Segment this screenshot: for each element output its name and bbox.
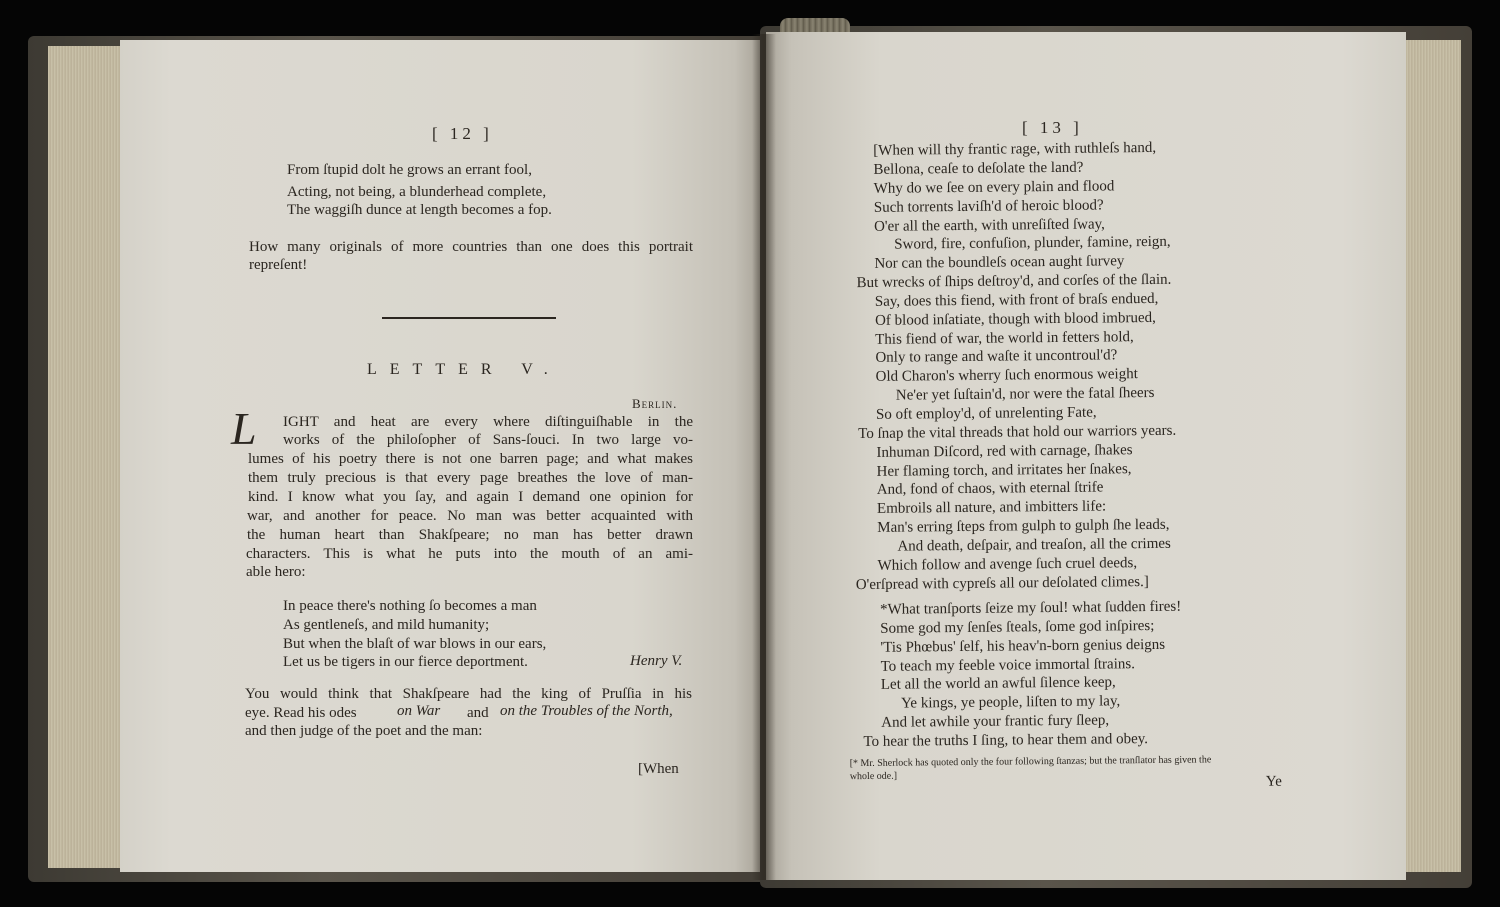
verse-line: Some god my ſenſes ſteals, ſome god inſpires; — [880, 617, 1155, 637]
verse-line: Of blood inſatiate, though with blood imbrued, — [874, 309, 1156, 329]
text-line: eye. Read his odes — [245, 705, 357, 721]
verse-line: To hear the truths I ſing, to hear them and obey. — [863, 731, 1149, 751]
verse-line: 'Tis Phœbus' ſelf, his heav'n-born genius deigns — [880, 636, 1166, 656]
drop-cap: L — [231, 403, 257, 454]
text-line: characters. This is what he puts into the mouth of an ami- — [246, 546, 693, 562]
section-divider — [382, 317, 556, 319]
verse-line: This fiend of war, the world in fetters hold, — [875, 329, 1134, 348]
book-gutter — [752, 34, 776, 880]
verse-line: Embroils all nature, and imbitters life: — [876, 498, 1107, 517]
footnote-line: whole ode.] — [849, 770, 898, 783]
text-line: the human heart than Shakſpeare; no man has better drawn — [247, 527, 693, 543]
ode-title-north: on the Troubles of the North, — [500, 703, 673, 719]
verse-line: Let all the world an awful ſilence keep, — [880, 674, 1116, 693]
page-edges-left — [48, 46, 120, 868]
verse-line: Ye kings, ye people, liſten to my lay, — [900, 693, 1121, 712]
text-line: and then judge of the poet and the man: — [245, 723, 483, 739]
verse-line: Man's erring ſteps from gulph to gulph ſhe leads, — [877, 516, 1170, 536]
text-line: war, and another for peace. No man was better acquainted with — [247, 508, 693, 524]
verse-line: And death, deſpair, and treaſon, all the crimes — [897, 535, 1171, 555]
left-page-number: [ 12 ] — [432, 124, 493, 143]
verse-line: Bellona, ceaſe to deſolate the land? — [873, 159, 1084, 178]
left-page — [120, 40, 760, 872]
verse-line: From ſtupid dolt he grows an errant fool, — [287, 162, 532, 178]
verse-line: [When will thy frantic rage, with ruthleſs hand, — [873, 139, 1157, 159]
verse-line: And, fond of chaos, with eternal ſtrife — [876, 479, 1104, 498]
text-line: kind. I know what you ſay, and again I demand one opinion for — [248, 489, 693, 505]
verse-line: Old Charon's wherry ſuch enormous weight — [875, 366, 1138, 385]
place-heading: Berlin. — [632, 396, 678, 411]
right-page-number: [ 13 ] — [1022, 118, 1083, 137]
attribution: Henry V. — [630, 653, 683, 669]
text-line: How many originals of more countries than one does this portrait — [249, 239, 693, 255]
verse-line: Only to range and waſte it uncontroul'd? — [875, 347, 1118, 366]
text-line: IGHT and heat are every where diſtinguiſhable in the — [283, 414, 693, 430]
page-edges-right — [1405, 40, 1461, 872]
verse-line: O'erſpread with cypreſs all our deſolated climes.] — [855, 574, 1149, 594]
text-line: works of the philoſopher of Sans-ſouci. In two large vo- — [283, 432, 693, 448]
verse-line: Say, does this fiend, with front of braſs endued, — [874, 290, 1159, 310]
catchword: Ye — [1265, 773, 1282, 790]
catchword: [When — [638, 761, 679, 777]
verse-line: Let us be tigers in our fierce deportment. — [283, 654, 528, 670]
footnote-line: [* Mr. Sherlock has quoted only the four following ſtanzas; but the tranſlator has given the — [849, 754, 1212, 770]
ode-title-war: on War — [397, 703, 441, 719]
verse-line: Sword, fire, confuſion, plunder, famine, reign, — [894, 233, 1171, 253]
right-page — [766, 32, 1406, 880]
text-line: You would think that Shakſpeare had the king of Pruſſia in his — [245, 686, 692, 702]
text-line: lumes of his poetry there is not one barren page; and what makes — [248, 451, 693, 467]
verse-line: Acting, not being, a blunderhead complete, — [287, 184, 547, 200]
verse-line: Why do we ſee on every plain and flood — [873, 178, 1115, 197]
verse-line: Which follow and avenge ſuch cruel deeds, — [877, 555, 1138, 574]
verse-line: To teach my feeble voice immortal ſtrains. — [880, 656, 1136, 675]
verse-line: Her flaming torch, and irritates her ſnakes, — [876, 461, 1132, 480]
verse-line: As gentleneſs, and mild humanity; — [283, 617, 490, 633]
letter-heading: LETTER V. — [367, 361, 561, 378]
text-line: them truly precious is that every page breathes the love of man- — [248, 470, 693, 486]
verse-line: *What tranſports ſeize my ſoul! what ſudden fires! — [879, 598, 1182, 618]
verse-line: Inhuman Diſcord, red with carnage, ſhakes — [876, 442, 1133, 461]
text-line: and — [467, 705, 489, 721]
verse-line: But wrecks of ſhips deſtroy'd, and corſes of the ſlain. — [856, 271, 1172, 292]
verse-line: Ne'er yet ſuſtain'd, nor were the fatal ſheers — [895, 384, 1155, 404]
verse-line: O'er all the earth, with unreſiſted ſway, — [873, 216, 1105, 235]
verse-line: In peace there's nothing ſo becomes a man — [283, 598, 537, 614]
verse-line: So oft employ'd, of unrelenting Fate, — [875, 404, 1097, 423]
verse-line: Such torrents laviſh'd of heroic blood? — [873, 197, 1104, 216]
text-line: able hero: — [246, 564, 306, 580]
verse-line: The waggiſh dunce at length becomes a fop. — [287, 202, 552, 218]
verse-line: Nor can the boundleſs ocean aught ſurvey — [874, 253, 1125, 272]
verse-line: To ſnap the vital threads that hold our warriors years. — [858, 422, 1177, 443]
verse-line: And let awhile your frantic fury ſleep, — [881, 712, 1110, 731]
text-line: repreſent! — [249, 257, 308, 273]
verse-line: But when the blaſt of war blows in our ears, — [283, 636, 547, 652]
